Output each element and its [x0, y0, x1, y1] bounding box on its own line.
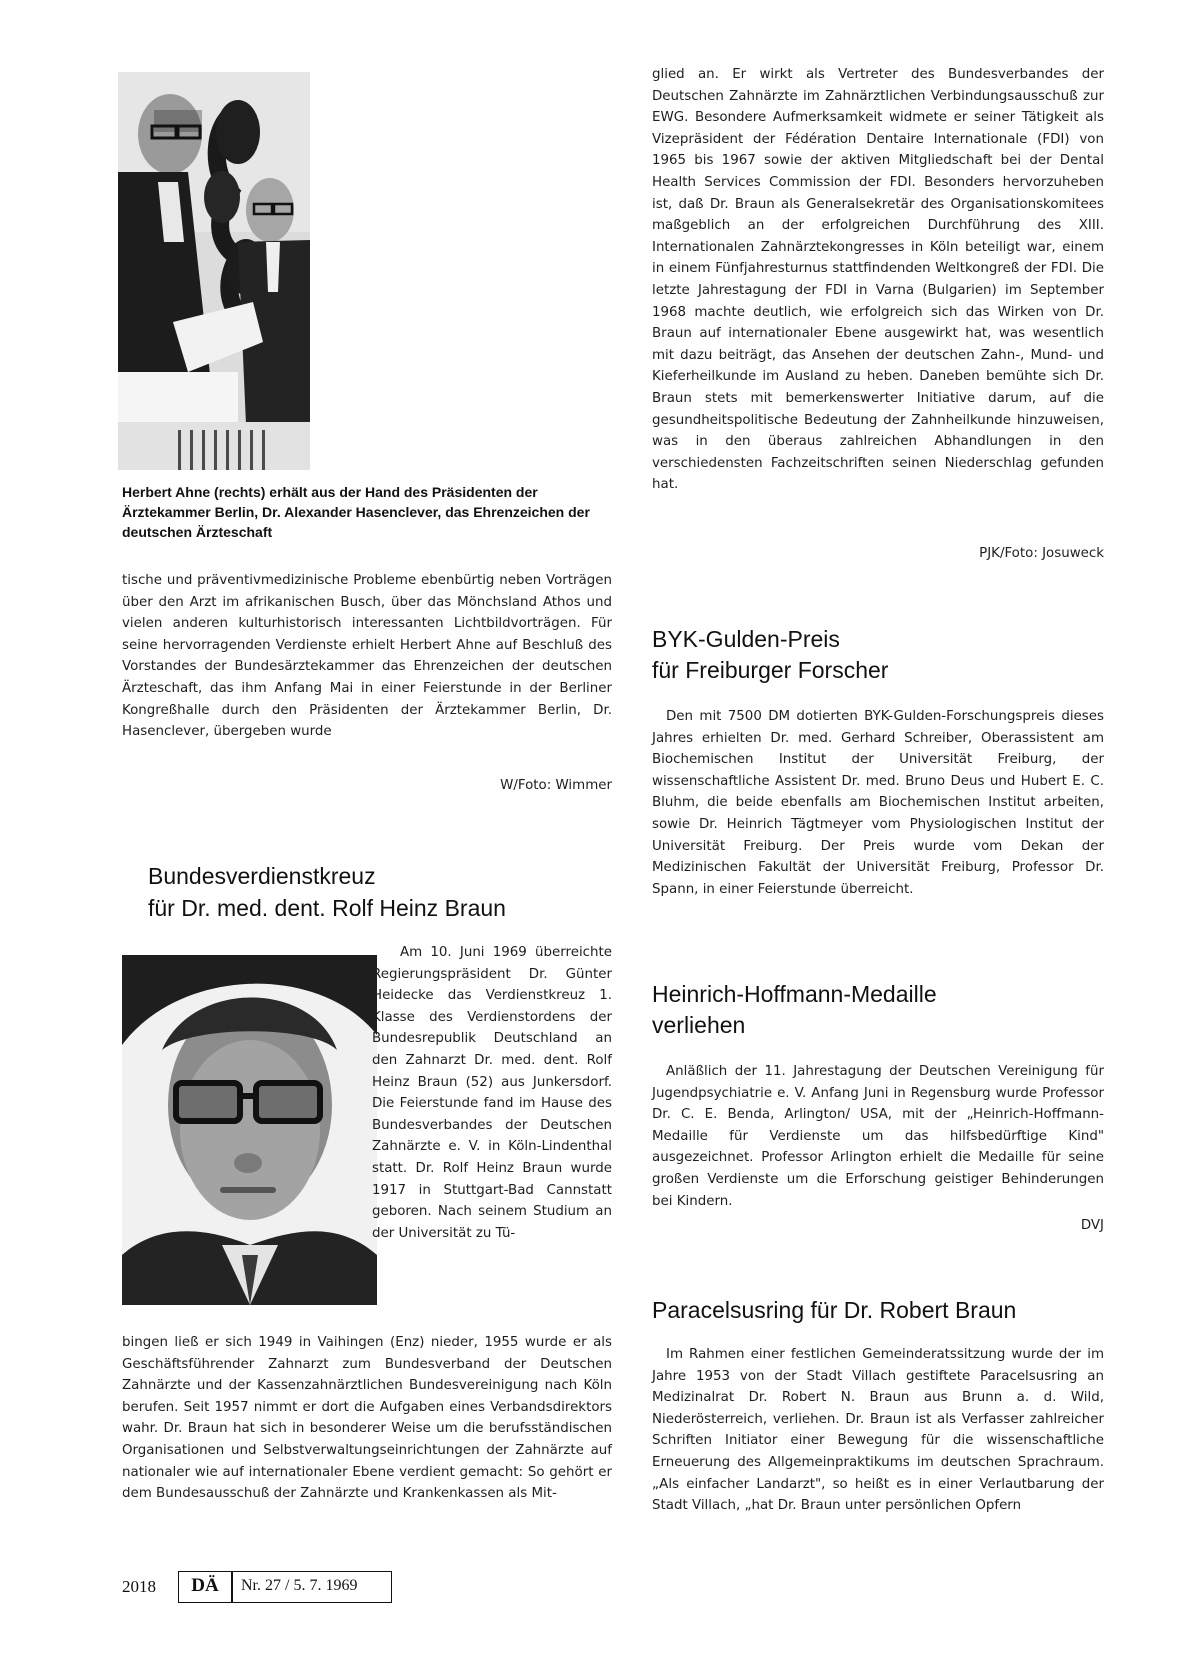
hoffmann-headline-line1: Heinrich-Hoffmann-Medaille [652, 981, 937, 1007]
paracelsus-headline: Paracelsusring für Dr. Robert Braun [652, 1297, 1017, 1323]
braun-headline-line1: Bundesverdienstkreuz [148, 863, 376, 889]
byk-headline-line1: BYK-Gulden-Preis [652, 626, 840, 652]
award-ceremony-image [118, 72, 310, 470]
journal-logo-box [178, 1571, 232, 1603]
hoffmann-credit: DVJ [1080, 1218, 1104, 1233]
braun-text-below-portrait: bingen ließ er sich 1949 in Vaihingen (Enz) nieder, 1955 wurde er als Geschäftsführender Zahnarzt zum Bundesverband der Deutschen Zahnärzte und der Kassenzahnärztlichen Bundesvereinigung nach Köln berufen. Seit 1957 nimmt er dort die Aufgaben eines Verbandsdirektors wahr. Dr. Braun hat sich in besonderer Weise um die berufsständischen Organisationen und Selbstverwaltungseinrichtungen der Zahnärzte auf nationaler wie auf internationaler Ebene verdient gemacht: So gehört er dem Bundesausschuß der Zahnärzte und Krankenkassen als Mit- [122, 1335, 612, 1502]
braun-text-beside-portrait: Am 10. Juni 1969 überreichte Regierungspräsident Dr. Günter Heidecke das Verdienstkreuz 1. Klasse des Verdienstordens der Bundesrepublik Deutschland an den Zahnarzt Dr. med. dent. Rolf Heinz Braun (52) aus Junkersdorf. Die Feierstunde fand im Hause des Bundesverbandes der Deutschen Zahnärzte e. V. in Köln-Lindenthal statt. Dr. Rolf Heinz Braun wurde 1917 in Stuttgart-Bad Cannstatt geboren. Nach seinem Studium an der Universität zu Tü- [372, 945, 612, 1241]
ahne-article-text: tische und präventivmedizinische Probleme ebenbürtig neben Vorträgen über den Arzt im afrikanischen Busch, über das Mönchsland Athos und vielen anderen kulturhistorisch interessanten Lichtbildvorträgen. Für seine hervorragenden Verdienste erhielt Herbert Ahne auf Beschluß des Vorstandes der Bundesärztekammer das Ehrenzeichen der deutschen Ärzteschaft, das ihm Anfang Mai in einer Feierstunde in der Berliner Kongreßhalle durch den Präsidenten der Ärztekammer Berlin, Dr. Hasenclever, übergeben wurde [122, 573, 612, 740]
braun-headline-line2: für Dr. med. dent. Rolf Heinz Braun [148, 895, 506, 921]
braun-portrait-photo [122, 955, 377, 1305]
page-number: 2018 [122, 1577, 156, 1596]
braun-portrait-image [122, 955, 377, 1305]
award-photo-caption: Herbert Ahne (rechts) erhält aus der Hand des Präsidenten der Ärztekammer Berlin, Dr. Alexander Hasenclever, das Ehrenzeichen der deutschen Ärzteschaft [122, 484, 590, 540]
braun-text-continued: glied an. Er wirkt als Vertreter des Bundesverbandes der Deutschen Zahnärzte im Zahnärztlichen Verbindungsausschuß zur EWG. Besondere Aufmerksamkeit widmete er seiner Tätigkeit als Vizepräsident der Fédération Dentaire Internationale (FDI) von 1965 bis 1967 sowie der aktiven Mitgliedschaft bei der Dental Health Services Commission der FDI. Besonders hervorzuheben ist, daß Dr. Braun als Generalsekretär des Organisationskomitees maßgeblich an der erfolgreichen Durchführung des XIII. Internationalen Zahnärztekongresses in Köln beteiligt war, einem in einem Fünfjahresturnus stattfindenden Weltkongreß der FDI. Die letzte Jahrestagung der FDI in Varna (Bulgarien) im September 1968 machte deutlich, wie erfolgreich sich das Wirken von Dr. Braun auf internationaler Ebene ausgewirkt hat, was wesentlich mit dazu beiträgt, das Ansehen der deutschen Zahn-, Mund- und Kieferheilkunde im Ausland zu heben. Daneben bemühte sich Dr. Braun stets mit bemerkenswerter Initiative darum, auf die gesundheitspolitische Bedeutung der Zahnheilkunde hinzuweisen, was in den überaus zahlreichen Abhandlungen in den verschiedensten Fachzeitschriften seinen Niederschlag gefunden hat. [652, 67, 1104, 493]
byk-article-text: Den mit 7500 DM dotierten BYK-Gulden-Forschungspreis dieses Jahres erhielten Dr. med. Gerhard Schreiber, Oberassistent am Biochemischen Institut der Universität Freiburg, der wissenschaftliche Assistent Dr. med. Bruno Deus und Hubert E. C. Bluhm, die beide ebenfalls am Biochemischen Institut arbeiten, sowie Dr. Heinrich Tägtmeyer vom Physiologischen Institut der Universität Freiburg. Der Preis wurde vom Dekan der Medizinischen Fakultät der Universität Freiburg, Professor Dr. Spann, in einer Feierstunde überreicht. [652, 709, 1104, 897]
issue-info: Nr. 27 / 5. 7. 1969 [241, 1577, 358, 1594]
issue-info-box [232, 1571, 392, 1603]
braun-photo-credit: PJK/Foto: Josuweck [979, 546, 1104, 561]
byk-headline-line2: für Freiburger Forscher [652, 657, 889, 683]
hoffmann-article-text: Anläßlich der 11. Jahrestagung der Deutschen Vereinigung für Jugendpsychiatrie e. V. Anfang Juni in Regensburg wurde Professor Dr. C. E. Benda, Arlington/ USA, mit der „Heinrich-Hoffmann-Medaille für Verdienste um das hilfsbedürftige Kind" ausgezeichnet. Professor Arlington erhielt die Medaille für seine großen Verdienste um die Erforschung geistiger Behinderungen bei Kindern. [652, 1064, 1104, 1209]
journal-logo: DÄ [191, 1575, 219, 1596]
hoffmann-headline-line2: verliehen [652, 1012, 746, 1038]
paracelsus-article-text: Im Rahmen einer festlichen Gemeinderatssitzung wurde der im Jahre 1953 von der Stadt Villach gestiftete Paracelsusring an Medizinalrat Dr. Robert N. Braun aus Brunn a. d. Wild, Niederösterreich, verliehen. Dr. Braun ist als Verfasser zahlreicher Schriften Initiator einer Bewegung für die wissenschaftliche Erneuerung des Allgemeinpraktikums im deutschen Sprachraum. „Als einfacher Landarzt", so heißt es in einer Verlautbarung der Stadt Villach, „hat Dr. Braun unter persönlichen Opfern [652, 1347, 1104, 1514]
ahne-photo-credit: W/Foto: Wimmer [500, 778, 612, 793]
award-ceremony-photo [118, 72, 310, 470]
